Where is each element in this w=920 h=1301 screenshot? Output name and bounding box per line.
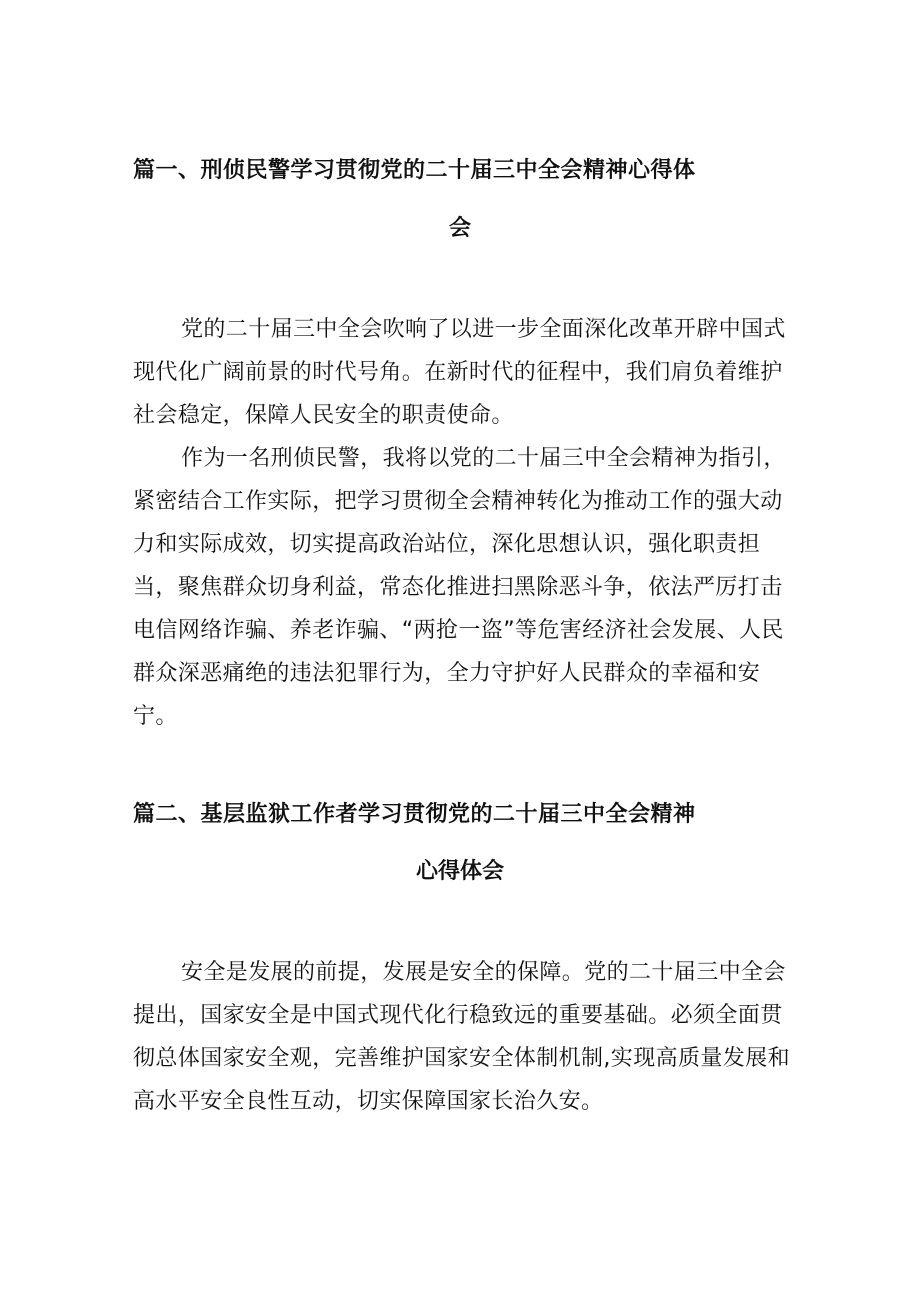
section1-paragraph-1: 党的二十届三中全会吹响了以进一步全面深化改革开辟中国式现代化广阔前景的时代号角。在新时代的征程中，我们肩负着维护社会稳定，保障人民安全的职责使命。: [133, 317, 786, 428]
section2-paragraph-1: 安全是发展的前提，发展是安全的保障。党的二十届三中全会提出，国家安全是中国式现代化行稳致远的重要基础。必须全面贯彻总体国家安全观，完善维护国家安全体制机制,实现高质量发展和高水平安全良性互动，切实保障国家长治久安。: [133, 960, 790, 1114]
section2-heading-line2: 心得体会: [415, 859, 504, 884]
section1-heading-line2: 会: [448, 216, 471, 241]
section1-heading-line1: 篇一、刑侦民警学习贯彻党的二十届三中全会精神心得体: [133, 158, 696, 183]
section1-paragraph-2: 作为一名刑侦民警，我将以党的二十届三中全会精神为指引，紧密结合工作实际，把学习贯彻全会精神转化为推动工作的强大动力和实际成效，切实提高政治站位，深化思想认识，强化职责担当，聚焦群众切身利益，常态化推进扫黑除恶斗争，依法严厉打击电信网络诈骗、养老诈骗、“两抢一盗”等危害经济社会发展、人民群众深恶痛绝的违法犯罪行为，全力守护好人民群众的幸福和安宁。: [133, 446, 786, 729]
section2-heading-line1: 篇二、基层监狱工作者学习贯彻党的二十届三中全会精神: [133, 802, 696, 827]
